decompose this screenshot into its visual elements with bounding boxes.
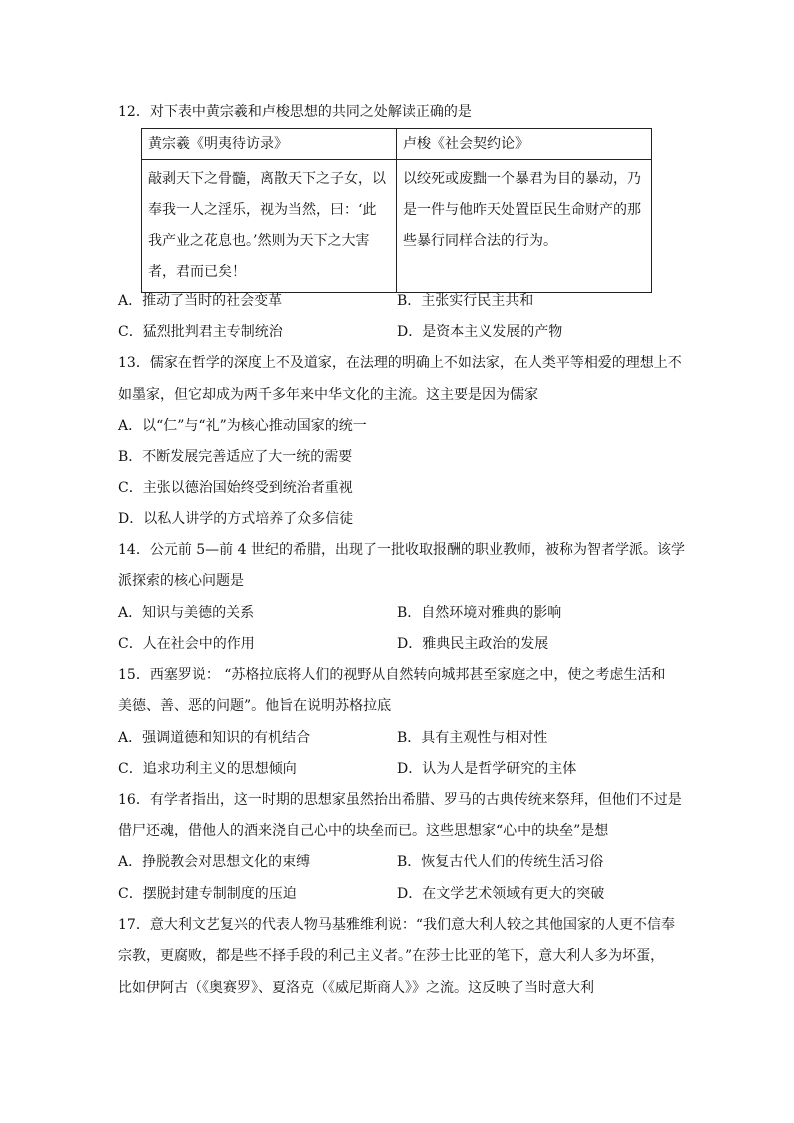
q16-stem-line-2: 借尸还魂，借他人的酒来浇自己心中的块垒而已。这些思想家“心中的块垒”是想: [118, 823, 609, 839]
q13-option-a: A．以“仁”与“礼”为核心推动国家的统一: [118, 418, 367, 434]
q14-stem-line-2: 派探索的核心问题是: [118, 573, 244, 589]
q17-stem-line-3: 比如伊阿古（《奥赛罗》、夏洛克（《威尼斯商人》》之流。这反映了当时意大利: [118, 980, 594, 996]
q14-option-d: D．雅典民主政治的发展: [397, 636, 549, 652]
q14-stem-line-1: 14．公元前 5—前 4 世纪的希腊，出现了一批收取报酬的职业教师，被称为智者学派。该学: [118, 542, 685, 558]
q17-stem-line-1: 17．意大利文艺复兴的代表人物马基雅维利说：“我们意大利人较之其他国家的人更不信奉: [118, 917, 675, 933]
q14-option-c: C．人在社会中的作用: [118, 636, 255, 652]
q12-table-header-1: 黄宗羲《明夷待访录》: [142, 129, 397, 160]
q12-table-header-2: 卢梭《社会契约论》: [397, 129, 652, 160]
q16-option-c: C．摆脱封建专制制度的压迫: [118, 886, 297, 902]
q16-option-a: A．挣脱教会对思想文化的束缚: [118, 854, 311, 870]
q12-table-cell-2: 以绞死或废黜一个暴君为目的暴动，乃是一件与他昨天处置臣民生命财产的那些暴行同样合法的行为。: [397, 160, 652, 293]
q13-option-b: B．不断发展完善适应了大一统的需要: [118, 449, 353, 465]
q12-option-a: A．推动了当时的社会变革: [118, 293, 283, 309]
q13-option-c: C．主张以德治国始终受到统治者重视: [118, 480, 353, 496]
q12-option-d: D．是资本主义发展的产物: [397, 324, 563, 340]
q12-table-cell-1: 敲剥天下之骨髓，离散天下之子女，以奉我一人之淫乐，视为当然，曰：‘此我产业之花息也。’然则为天下之大害者，君而已矣！: [142, 160, 397, 293]
q13-stem-line-1: 13．儒家在哲学的深度上不及道家，在法理的明确上不如法家，在人类平等相爱的理想上不: [118, 355, 682, 371]
q12-stem: 12．对下表中黄宗羲和卢梭思想的共同之处解读正确的是: [118, 104, 472, 120]
q17-stem-line-2: 宗教，更腐败，都是些不择手段的利己主义者。”在莎士比亚的笔下，意大利人多为坏蛋，: [118, 948, 665, 964]
q12-option-c: C．猛烈批判君主专制统治: [118, 324, 283, 340]
q14-option-a: A．知识与美德的关系: [118, 605, 255, 621]
q12-table: [141, 128, 652, 293]
q15-option-c: C．追求功利主义的思想倾向: [118, 761, 297, 777]
q15-option-a: A．强调道德和知识的有机结合: [118, 730, 311, 746]
q13-option-d: D．以私人讲学的方式培养了众多信徒: [118, 511, 354, 527]
q16-option-b: B．恢复古代人们的传统生活习俗: [397, 854, 604, 870]
q13-stem-line-2: 如墨家，但它却成为两千多年来中华文化的主流。这主要是因为儒家: [118, 387, 538, 403]
q15-stem-line-1: 15．西塞罗说： “苏格拉底将人们的视野从自然转向城邦甚至家庭之中，使之考虑生活和: [118, 667, 666, 683]
q14-option-b: B．自然环境对雅典的影响: [397, 605, 562, 621]
q16-stem-line-1: 16．有学者指出，这一时期的思想家虽然抬出希腊、罗马的古典传统来祭拜，但他们不过是: [118, 792, 682, 808]
q15-option-d: D．认为人是哲学研究的主体: [397, 761, 577, 777]
q15-option-b: B．具有主观性与相对性: [397, 730, 548, 746]
q16-option-d: D．在文学艺术领域有更大的突破: [397, 886, 605, 902]
q12-option-b: B．主张实行民主共和: [397, 293, 534, 309]
q15-stem-line-2: 美德、善、恶的问题”。他旨在说明苏格拉底: [118, 698, 392, 714]
